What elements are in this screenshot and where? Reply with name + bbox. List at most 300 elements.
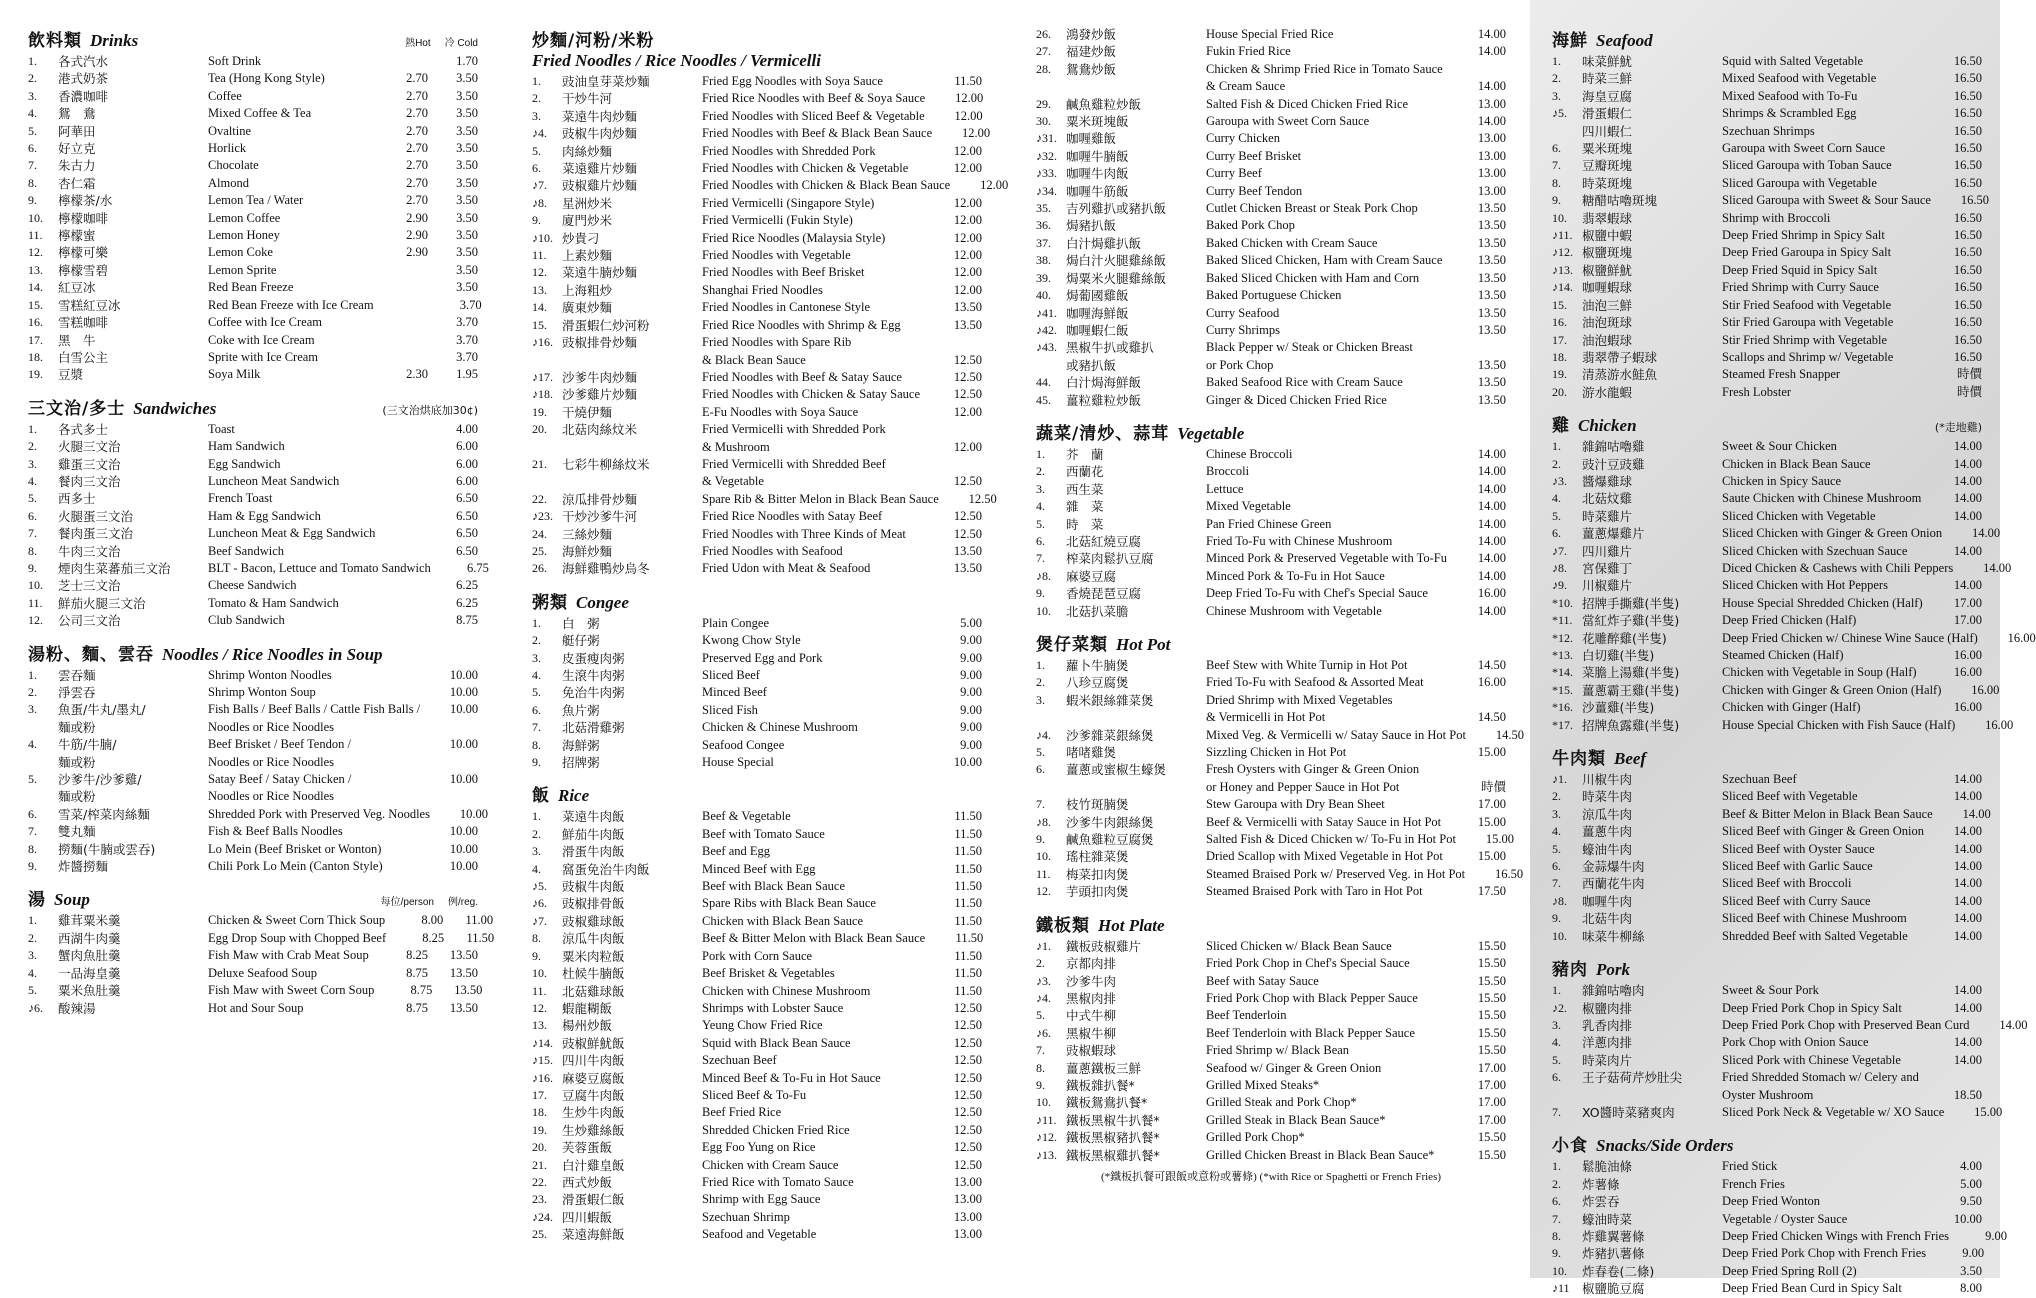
item-name-zh: 榨菜肉鬆扒豆腐	[1066, 551, 1154, 567]
item-number: 3.	[1036, 692, 1045, 707]
item-price: 9.00	[960, 633, 982, 648]
item-name-en: Toast	[208, 421, 235, 436]
column-4	[1530, 0, 2036, 1297]
item-name-en: Szechuan Shrimp	[702, 1209, 790, 1224]
item-number: ♪24.	[532, 1209, 553, 1224]
item-name-zh: 椒鹽中蝦	[1582, 228, 1633, 244]
item-price: 15.50	[1477, 1008, 1506, 1023]
menu-item	[532, 632, 982, 649]
menu-item	[532, 1191, 982, 1208]
item-name-zh: 菜遠牛肉炒麵	[562, 108, 638, 124]
item-price: 13.00	[953, 1192, 982, 1207]
item-name-en: Sliced Beef with Chinese Mushroom	[1722, 911, 1907, 926]
item-name-zh: 菜膽上湯雞(半隻)	[1582, 665, 1680, 681]
item-name-zh: 生滾牛肉粥	[562, 668, 625, 683]
menu-item	[1036, 955, 1506, 972]
item-price: 13.00	[953, 1227, 982, 1242]
item-number: 3.	[28, 948, 37, 963]
item-number: 1.	[1552, 1159, 1561, 1174]
item-name-zh: 炸雲吞	[1582, 1194, 1620, 1210]
item-price-cold: 3.70	[456, 332, 478, 347]
item-number: 13.	[532, 282, 547, 297]
item-number: ♪16.	[532, 1070, 553, 1085]
menu-item	[28, 912, 494, 929]
item-name-zh: 雙丸麵	[58, 824, 96, 840]
item-number: 6.	[1552, 526, 1561, 541]
menu-item	[1552, 508, 1982, 525]
item-name-zh: 豉椒鮮魷飯	[562, 1035, 625, 1051]
menu-item	[1552, 1034, 1982, 1051]
menu-item	[1036, 235, 1506, 252]
item-price: 11.50	[954, 896, 982, 911]
menu-item	[532, 1070, 982, 1087]
menu-item	[532, 404, 982, 421]
item-number: 30.	[1036, 114, 1051, 129]
item-number: 5.	[1036, 1008, 1045, 1023]
menu-item	[532, 1000, 982, 1017]
item-number: 5.	[28, 123, 37, 138]
item-name-zh: 香燒琵琶豆腐	[1066, 586, 1142, 602]
item-name-zh: 三絲炒麵	[562, 526, 613, 542]
menu-item	[1036, 61, 1506, 78]
menu-item	[1552, 349, 1982, 366]
item-price: 16.50	[1953, 175, 1982, 190]
item-price: 12.00	[953, 230, 982, 245]
item-name-en: Oyster Mushroom	[1722, 1087, 1814, 1102]
item-number: 1.	[532, 615, 541, 630]
item-number: 9.	[1036, 832, 1045, 847]
item-price: 9.00	[1985, 1228, 2008, 1243]
item-price: 12.50	[968, 491, 997, 506]
item-price: 16.00	[1953, 665, 1982, 680]
item-name-en: Sliced Beef with Curry Sauce	[1722, 893, 1871, 908]
item-name-zh: 西多士	[58, 491, 96, 507]
item-price: 14.00	[1953, 876, 1982, 891]
item-price: 12.00	[962, 126, 991, 141]
menu-item	[1552, 928, 1982, 945]
menu-item	[532, 90, 982, 107]
item-name-en: Fried Shrimp w/ Black Bean	[1206, 1043, 1350, 1058]
item-name-zh: 滑蛋牛肉飯	[562, 844, 625, 860]
item-number: *14.	[1552, 665, 1573, 680]
item-name-zh: 鐵板鴛鴦扒餐*	[1066, 1095, 1148, 1111]
item-name-zh: 西式炒飯	[562, 1174, 613, 1190]
item-price: 9.00	[1962, 1246, 1985, 1261]
item-number: 1.	[28, 421, 37, 436]
item-price: 10.00	[449, 667, 478, 682]
item-name-en: Mixed Vegetable	[1206, 499, 1291, 514]
item-price: 13.50	[1477, 270, 1506, 285]
section-title-zh: 蔬菜/清炒、蒜茸	[1036, 423, 1170, 444]
item-number: *16.	[1552, 700, 1573, 715]
fried-noodles-section	[532, 26, 1009, 578]
item-name-en: Curry Chicken	[1206, 131, 1280, 146]
section-title-en: Chicken	[1578, 416, 1637, 436]
item-name-zh: 炸豬扒薯條	[1582, 1246, 1645, 1262]
menu-item	[532, 439, 982, 456]
section-header	[1552, 411, 1982, 436]
item-price: 6.75	[466, 560, 489, 575]
item-number: 15.	[28, 297, 43, 312]
item-number: 9.	[28, 560, 37, 575]
item-name-en: Plain Congee	[702, 615, 770, 630]
item-name-en: Red Bean Freeze with Ice Cream	[208, 297, 374, 312]
menu-item	[1036, 883, 1506, 900]
item-price-cold: 3.70	[459, 297, 482, 312]
menu-item	[532, 702, 982, 719]
item-price: 10.00	[449, 824, 478, 839]
item-list	[1552, 982, 2028, 1121]
item-price: 12.50	[953, 352, 982, 367]
item-name-en: Sliced Chicken with Vegetable	[1722, 508, 1876, 523]
menu-item	[532, 826, 982, 843]
menu-item	[28, 577, 478, 594]
menu-item	[28, 192, 478, 209]
section-title-zh: 炒麵/河粉/米粉	[532, 31, 655, 51]
item-number: 6.	[1552, 1194, 1561, 1209]
item-name-en: & Vermicelli in Hot Pot	[1206, 710, 1326, 725]
item-number: 21.	[532, 456, 547, 471]
menu-item	[1552, 297, 1982, 314]
item-name-en: Salted Fish & Diced Chicken Fried Rice	[1206, 96, 1409, 111]
item-name-en: Fried Rice Noodles with Satay Beef	[702, 509, 883, 524]
menu-item	[28, 788, 478, 805]
item-price: 2.90	[406, 245, 428, 260]
item-price: 16.50	[1960, 193, 1989, 208]
item-price: 12.50	[953, 1070, 982, 1085]
item-name-en: Fried Noodles in Cantonese Style	[702, 300, 871, 315]
item-price: 14.50	[1477, 710, 1506, 725]
item-number: ♪4.	[1036, 727, 1051, 742]
item-price: 14.00	[1953, 578, 1982, 593]
section-title-en: Vegetable	[1177, 423, 1245, 443]
item-number: 3.	[28, 456, 37, 471]
menu-item	[1036, 727, 1524, 744]
item-name-en: Pork Chop with Onion Sauce	[1722, 1035, 1869, 1050]
section-title-en: Hot Pot	[1116, 635, 1171, 654]
item-number: 12.	[1036, 884, 1051, 899]
menu-item	[28, 525, 478, 542]
item-name-zh: 薑蔥爆雞片	[1582, 526, 1645, 542]
item-name-zh: 焗葡國雞飯	[1066, 288, 1129, 304]
item-name-en: Lemon Coffee	[208, 210, 281, 225]
menu-item	[532, 473, 982, 490]
item-price: 16.50	[1953, 245, 1982, 260]
section-header	[1552, 1131, 1982, 1156]
item-name-zh: 鐵板黑椒雞扒餐*	[1066, 1147, 1160, 1163]
section-title-zh: 三文治/多士	[28, 398, 126, 419]
menu-item	[1036, 533, 1506, 550]
menu-item	[532, 456, 982, 473]
item-price: 14.00	[1477, 533, 1506, 548]
menu-item	[532, 754, 982, 771]
item-price: 14.50	[1495, 727, 1524, 742]
item-price: 13.00	[1477, 183, 1506, 198]
item-name-zh: 味菜牛柳絲	[1582, 928, 1645, 944]
item-price: 12.50	[953, 474, 982, 489]
item-number: 9.	[28, 859, 37, 874]
menu-item	[1036, 481, 1506, 498]
item-number: 4.	[28, 106, 37, 121]
column-1	[28, 26, 495, 1027]
menu-item	[532, 1174, 982, 1191]
item-price: 16.00	[1953, 700, 1982, 715]
item-name-zh: 海鮮雞鴨炒烏冬	[562, 561, 650, 577]
item-number: ♪6.	[1036, 1025, 1051, 1040]
item-name-en: Minced Pork & To-Fu in Hot Sauce	[1206, 568, 1385, 583]
item-number: 5.	[1036, 516, 1045, 531]
item-name-en: Stir Fried Seafood with Vegetable	[1722, 297, 1892, 312]
menu-item	[532, 1087, 982, 1104]
item-price: 13.50	[953, 300, 982, 315]
item-name-en: Baked Sliced Chicken with Ham and Corn	[1206, 270, 1420, 285]
item-name-zh: 北菇滑雞粥	[562, 720, 625, 736]
item-name-en: French Toast	[208, 491, 273, 506]
item-price: 15.00	[1477, 814, 1506, 829]
item-name-en: Fish Maw with Sweet Corn Soup	[208, 983, 375, 998]
item-number: 3.	[1552, 1017, 1561, 1032]
item-name-zh: 檸檬咖啡	[58, 210, 109, 226]
menu-item	[1036, 96, 1506, 113]
item-number: 4.	[532, 668, 541, 682]
item-price: 16.50	[1953, 280, 1982, 295]
menu-item	[1552, 910, 1982, 927]
item-number: 1.	[532, 809, 541, 824]
item-name-en: Lettuce	[1206, 481, 1244, 496]
item-name-zh: 沙爹牛肉	[1066, 973, 1117, 989]
item-number: 10.	[28, 578, 43, 593]
item-number: 8.	[532, 737, 541, 752]
item-name-en: Chicken in Spicy Sauce	[1722, 473, 1842, 488]
menu-item	[532, 861, 982, 878]
item-name-zh: 椒鹽鮮魷	[1582, 262, 1633, 278]
item-name-en: Deep Fried Pork Chop in Spicy Salt	[1722, 1000, 1902, 1015]
item-name-en: Coffee	[208, 88, 242, 103]
item-price: 14.00	[1953, 911, 1982, 926]
item-name-zh: 麵或粉	[58, 789, 96, 805]
item-price: 10.00	[449, 841, 478, 856]
item-price: 15.50	[1477, 1025, 1506, 1040]
item-number: 2.	[532, 826, 541, 841]
item-name-zh: 鴛鴦炒飯	[1066, 61, 1117, 77]
item-number: ♪31.	[1036, 131, 1057, 146]
item-price: 13.50	[1477, 288, 1506, 303]
menu-item	[1552, 647, 1982, 664]
item-number: 22.	[532, 491, 547, 506]
menu-item	[1552, 1069, 1982, 1086]
menu-item	[1552, 438, 1982, 455]
menu-item	[1036, 148, 1506, 165]
item-name-zh: 油泡三鮮	[1582, 297, 1633, 313]
item-price: 15.50	[1477, 938, 1506, 953]
item-price: 14.50	[1477, 658, 1506, 672]
item-number: ♪41.	[1036, 305, 1057, 320]
item-name-zh: 炸薯條	[1582, 1176, 1620, 1192]
item-price: 12.00	[953, 195, 982, 210]
item-name-zh: 紅豆冰	[58, 280, 96, 296]
item-name-zh: 招牌手撕雞(半隻)	[1582, 595, 1680, 611]
item-name-en: Noodles or Rice Noodles	[208, 719, 335, 734]
menu-item	[1036, 744, 1506, 761]
menu-item	[532, 983, 982, 1000]
item-name-en: Fried Noodles with Beef & Black Bean Sauce	[702, 126, 933, 141]
section-title-en: Fried Noodles / Rice Noodles / Vermicelli	[532, 51, 821, 70]
section-title-en: Snacks/Side Orders	[1596, 1136, 1734, 1156]
item-name-zh: 菜遠雞片炒麵	[562, 161, 638, 177]
item-name-zh: 菜遠海鮮飯	[562, 1227, 625, 1243]
item-name-en: Chicken in Black Bean Sauce	[1722, 456, 1871, 471]
item-name-en: Pork with Corn Sauce	[702, 948, 813, 963]
item-name-zh: 白汁焗雞扒飯	[1066, 235, 1142, 251]
item-name-en: Sizzling Chicken in Hot Pot	[1206, 745, 1347, 760]
item-name-zh: 蝦米銀絲雜菜煲	[1066, 692, 1154, 708]
item-number: 17.	[532, 1087, 547, 1102]
menu-item	[28, 140, 478, 157]
item-name-en: Hot and Sour Soup	[208, 1000, 304, 1015]
item-price-cold: 1.70	[456, 54, 478, 68]
item-name-zh: 芋頭扣肉煲	[1066, 884, 1129, 900]
item-number: ♪23.	[532, 509, 553, 524]
item-name-zh: 廈門炒米	[562, 213, 613, 229]
item-number: ♪13.	[1036, 1147, 1057, 1162]
item-number: 6.	[1036, 762, 1045, 777]
item-number: ♪12.	[1036, 1130, 1057, 1145]
item-number: *17.	[1552, 717, 1573, 732]
item-name-en: Sliced Beef with Garlic Sauce	[1722, 859, 1873, 874]
item-name-zh: 雞蛋三文治	[58, 456, 121, 472]
item-price: 16.00	[1953, 648, 1982, 662]
section-title-en: Congee	[576, 592, 629, 612]
menu-item	[532, 684, 982, 701]
item-name-zh: 糖醋咕嚕斑塊	[1582, 193, 1658, 209]
item-number: 11.	[532, 248, 547, 263]
item-number: ♪10.	[532, 230, 553, 245]
item-name-en: Beef & Bitter Melon in Black Bean Sauce	[1722, 806, 1933, 821]
item-name-en: Chicken & Shrimp Fried Rice in Tomato Sauce	[1206, 61, 1443, 76]
item-price: 14.00	[1953, 789, 1982, 804]
menu-item	[1552, 771, 1982, 788]
item-name-zh: 豉椒排骨炒麵	[562, 335, 638, 351]
item-name-zh: 北菇肉絲炆米	[562, 422, 638, 438]
item-number: ♪8.	[532, 195, 547, 210]
item-name-zh: 炸雞翼薯條	[1582, 1228, 1645, 1244]
item-number: 5.	[28, 772, 37, 787]
reg-label: 例/reg.	[447, 897, 478, 909]
item-name-zh: 沙爹牛/沙爹雞/	[58, 772, 142, 788]
item-price: 17.00	[1953, 595, 1982, 610]
item-price: 11.50	[954, 983, 982, 998]
item-name-en: Beef with Black Bean Sauce	[702, 879, 846, 894]
section-title-en: Pork	[1596, 960, 1630, 980]
item-name-zh: 雲吞麵	[58, 667, 96, 683]
item-name-en: Sliced Beef & To-Fu	[702, 1087, 807, 1102]
menu-item	[1552, 841, 1982, 858]
hot-label: 熱Hot	[405, 38, 431, 49]
item-price: 15.50	[1477, 1130, 1506, 1145]
item-name-en: Deep Fried Chicken w/ Chinese Wine Sauce (Half)	[1722, 630, 1978, 645]
item-name-en: Deep Fried Chicken Wings with French Fries	[1722, 1228, 1950, 1243]
menu-item	[532, 719, 982, 736]
item-name-en: Curry Beef	[1206, 166, 1262, 181]
item-name-zh: 香濃咖啡	[58, 88, 109, 104]
menu-item	[1036, 305, 1506, 322]
menu-item	[1552, 630, 2036, 647]
item-number: ♪8.	[1036, 568, 1051, 583]
item-number: 2.	[532, 633, 541, 648]
item-price: 9.00	[960, 668, 982, 682]
item-name-en: Dried Shrimp with Mixed Vegetables	[1206, 692, 1393, 707]
menu-item	[1552, 70, 1982, 87]
item-number: ♪1.	[1036, 938, 1051, 953]
item-number: ♪9.	[1552, 578, 1567, 593]
item-price: 14.00	[1953, 983, 1982, 998]
item-name-en: Sliced Pork Neck & Vegetable w/ XO Sauce	[1722, 1104, 1945, 1119]
item-name-en: Baked Pork Chop	[1206, 218, 1295, 233]
item-name-zh: 海鮮炒麵	[562, 543, 613, 559]
item-name-en: Sliced Beef	[702, 668, 760, 682]
item-name-zh: 豆瓣斑塊	[1582, 158, 1633, 174]
item-number: 1.	[28, 913, 37, 928]
item-price-cold: 3.50	[456, 71, 478, 86]
item-price: 4.00	[456, 421, 478, 436]
item-price: 13.50	[1477, 201, 1506, 216]
item-price: 16.50	[1953, 141, 1982, 156]
item-name-en: Fried Vermicelli with Shredded Beef	[702, 456, 886, 471]
item-name-zh: 雜錦咕嚕肉	[1582, 983, 1645, 999]
item-number: 8.	[1036, 1060, 1045, 1075]
item-name-en: Sprite with Ice Cream	[208, 349, 319, 364]
item-price: 13.50	[1477, 305, 1506, 320]
item-price-cold: 3.70	[456, 315, 478, 330]
item-name-en: Ginger & Diced Chicken Fried Rice	[1206, 392, 1387, 407]
item-price: 14.00	[1999, 1017, 2028, 1032]
pork-section	[1552, 955, 2028, 1121]
item-name-en: Beef & Bitter Melon with Black Bean Sauce	[702, 931, 926, 946]
item-number: 37.	[1036, 235, 1051, 250]
congee-section	[532, 588, 982, 772]
item-name-zh: 火腿三文治	[58, 439, 121, 455]
item-name-zh: 黑 牛	[58, 332, 96, 348]
item-price: 14.00	[1953, 841, 1982, 856]
item-name-zh: 翡翠蝦球	[1582, 210, 1633, 226]
item-number: 18.	[28, 349, 43, 364]
item-price: 16.00	[1477, 586, 1506, 601]
item-price: 14.00	[1953, 473, 1982, 488]
item-number: 2.	[1036, 956, 1045, 971]
menu-item	[1552, 1193, 1982, 1210]
item-number: 10.	[1036, 849, 1051, 864]
item-number: 12.	[532, 1000, 547, 1015]
item-number: 10.	[1552, 210, 1567, 225]
item-number: 19.	[28, 367, 43, 382]
item-price: 12.00	[955, 91, 984, 106]
snacks-section	[1552, 1131, 2008, 1297]
item-name-en: Chicken & Sweet Corn Thick Soup	[208, 913, 386, 928]
drinks-section	[28, 26, 482, 384]
item-name-zh: 雪菜/榨菜肉絲麵	[58, 806, 150, 822]
item-name-zh: 港式奶茶	[58, 71, 109, 87]
item-price: 2.70	[406, 88, 428, 103]
item-number: 12.	[28, 613, 43, 628]
item-name-zh: 麻婆豆腐飯	[562, 1070, 625, 1086]
menu-item	[1552, 105, 1982, 122]
item-name-zh: 鹹魚雞粒豆腐煲	[1066, 832, 1154, 848]
item-price-cold: 3.50	[456, 193, 478, 208]
item-price: 13.00	[1477, 131, 1506, 146]
item-name-en: Chicken with Ginger (Half)	[1722, 700, 1861, 715]
item-name-en: Vegetable / Oyster Sauce	[1722, 1211, 1848, 1226]
item-number: 7.	[28, 158, 37, 173]
